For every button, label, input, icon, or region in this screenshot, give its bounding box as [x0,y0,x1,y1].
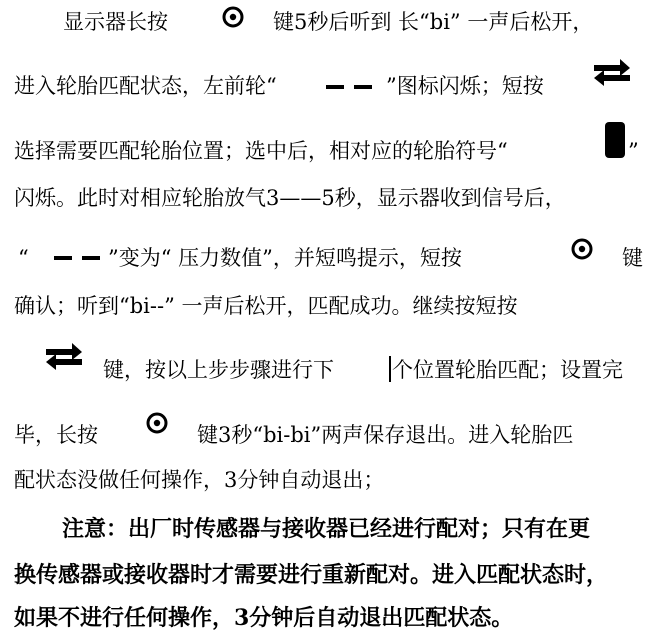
text-line-8b: 键3秒“bi-bi”两声保存退出。进入轮胎匹 [197,423,574,447]
swap-arrows-icon [592,58,632,86]
note-line-2: 换传感器或接收器时才需要进行重新配对。进入匹配状态时， [14,562,609,588]
note-line-3: 如果不进行任何操作，3分钟后自动退出匹配状态。 [14,605,514,631]
text-line-3a: 选择需要匹配轮胎位置；选中后，相对应的轮胎符号“ [14,139,508,163]
text-line-7b: 个位置轮胎匹配；设置完 [392,358,623,382]
text-line-7a: 键，按以上步步骤进行下 [103,358,334,382]
text-line-6: 确认；听到“bi--” 一声后松开，匹配成功。继续按短按 [14,294,518,318]
target-button-icon [222,6,244,28]
text-line-5c: 键 [622,246,643,270]
text-line-4: 闪烁。此时对相应轮胎放气3——5秒，显示器收到信号后， [14,186,566,210]
swap-arrows-icon [44,342,84,370]
text-line-5a: “ [18,246,29,270]
text-cursor [389,356,391,382]
tire-symbol-icon [604,121,626,159]
text-line-5b: ”变为“ 压力数值”，并短鸣提示，短按 [108,246,462,270]
dash-dash-icon [52,253,102,263]
text-line-3b: ” [628,139,639,163]
text-line-1b: 键5秒后听到 长“bi” 一声后松开， [273,10,594,34]
text-line-2a: 进入轮胎匹配状态，左前轮“ [14,74,277,98]
dash-dash-icon [324,82,374,92]
text-line-2b: ”图标闪烁；短按 [386,74,544,98]
target-button-icon [571,238,593,260]
text-line-8a: 毕，长按 [14,423,98,447]
text-line-1a: 显示器长按 [63,10,168,34]
note-line-1: 注意：出厂时传感器与接收器已经进行配对；只有在更 [62,516,591,542]
target-button-icon [146,412,168,434]
text-line-9: 配状态没做任何操作，3分钟自动退出； [14,468,385,492]
